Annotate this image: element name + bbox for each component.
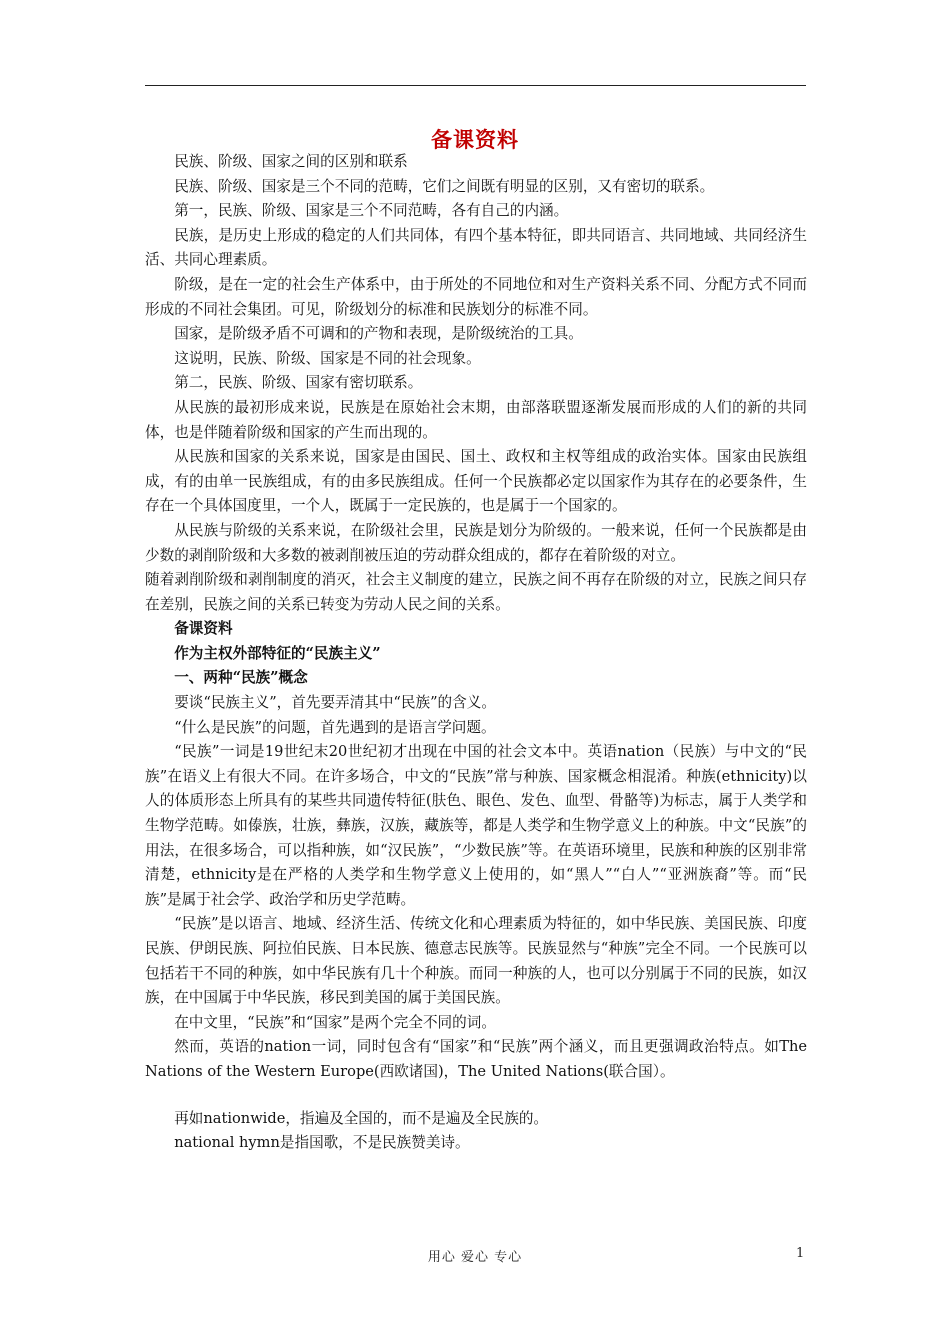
body-paragraph: 第一，民族、阶级、国家是三个不同范畴，各有自己的内涵。	[174, 202, 569, 220]
body-paragraph: 第二，民族、阶级、国家有密切联系。	[174, 374, 423, 392]
body-paragraph: 民族、阶级、国家之间的区别和联系	[174, 153, 408, 170]
body-paragraph: 从民族的最初形成来说，民族是在原始社会末期，由部落联盟逐渐发展而形成的人们的新的共同体，也是伴随着阶级和国家的产生而出现的。	[145, 398, 807, 441]
body-paragraph: 随着剥削阶级和剥削制度的消灭，社会主义制度的建立，民族之间不再存在阶级的对立，民族之间只存在差别，民族之间的关系已转变为劳动人民之间的关系。	[145, 571, 807, 613]
body-paragraph: 这说明，民族、阶级、国家是不同的社会现象。	[174, 349, 481, 367]
section-heading: 作为主权外部特征的“民族主义”	[174, 644, 381, 662]
section-heading: 一、两种“民族”概念	[174, 669, 308, 687]
body-paragraph: “民族”是以语言、地域、经济生活、传统文化和心理素质为特征的，如中华民族、美国民族、印度民族、伊朗民族、阿拉伯民族、日本民族、德意志民族等。民族显然与“种族”完全不同。一个民族可以包括若干不同的种族，如中华民族有几十个种族。而同一种族的人，也可以分别属于不同的民族，如汉族，在中国属于中华民族，移民到美国的属于美国民族。	[145, 915, 807, 1007]
body-paragraph: 要谈“民族主义”，首先要弄清其中“民族”的含义。	[174, 694, 496, 712]
body-paragraph: 民族、阶级、国家是三个不同的范畴，它们之间既有明显的区别，又有密切的联系。	[174, 177, 715, 195]
page-title: 备课资料	[431, 128, 519, 152]
blank-line	[145, 1085, 807, 1107]
body-paragraph: “什么是民族”的问题，首先遇到的是语言学问题。	[174, 718, 496, 736]
body-paragraph: 然而，英语的nation一词，同时包含有“国家”和“民族”两个涵义，而且更强调政治特点。如The Nations of the Western Europe(西欧诸国)，The United Nations(联合国）。	[145, 1038, 807, 1080]
body-paragraph: national hymn是指国歌，不是民族赞美诗。	[174, 1134, 470, 1152]
body-paragraph: 民族，是历史上形成的稳定的人们共同体，有四个基本特征，即共同语言、共同地域、共同经济生活、共同心理素质。	[145, 226, 807, 269]
body-paragraph: “民族”一词是19世纪末20世纪初才出现在中国的社会文本中。英语nation（民族）与中文的“民族”在语义上有很大不同。在许多场合，中文的“民族”常与种族、国家概念相混淆。种族(ethnicity)以人的体质形态上所具有的某些共同遗传特征(肤色、眼色、发色、血型、骨骼等)为标志，属于人类学和生物学范畴。如傣族，壮族，彝族，汉族，藏族等，都是人类学和生物学意义上的种族。中文“民族”的用法，在很多场合，可以指种族，如“汉民族”，“少数民族”等。在英语环境里，民族和种族的区别非常清楚，ethnicity是在严格的人类学和生物学意义上使用的，如“黑人”“白人”“亚洲族裔”等。而“民族”是属于社会学、政治学和历史学范畴。	[145, 743, 807, 908]
body-paragraph: 再如nationwide，指遍及全国的，而不是遍及全民族的。	[174, 1109, 549, 1127]
header-rule	[145, 85, 806, 86]
document-body	[145, 150, 807, 1156]
page-number: 1	[796, 1246, 805, 1261]
body-paragraph: 从民族和国家的关系来说，国家是由国民、国土、政权和主权等组成的政治实体。国家由民族组成，有的由单一民族组成，有的由多民族组成。任何一个民族都必定以国家作为其存在的必要条件，生存在一个具体国度里，一个人，既属于一定民族的，也是属于一个国家的。	[145, 448, 807, 515]
section-heading: 备课资料	[174, 620, 233, 638]
body-paragraph: 从民族与阶级的关系来说，在阶级社会里，民族是划分为阶级的。一般来说，任何一个民族都是由少数的剥削阶级和大多数的被剥削被压迫的劳动群众组成的，都存在着阶级的对立。	[145, 521, 807, 564]
body-paragraph: 国家，是阶级矛盾不可调和的产物和表现，是阶级统治的工具。	[174, 325, 583, 343]
footer-motto: 用心 爱心 专心	[427, 1250, 523, 1265]
body-paragraph: 在中文里，“民族”和“国家”是两个完全不同的词。	[174, 1013, 496, 1031]
body-paragraph: 阶级，是在一定的社会生产体系中，由于所处的不同地位和对生产资料关系不同、分配方式不同而形成的不同社会集团。可见，阶级划分的标准和民族划分的标准不同。	[145, 275, 807, 318]
